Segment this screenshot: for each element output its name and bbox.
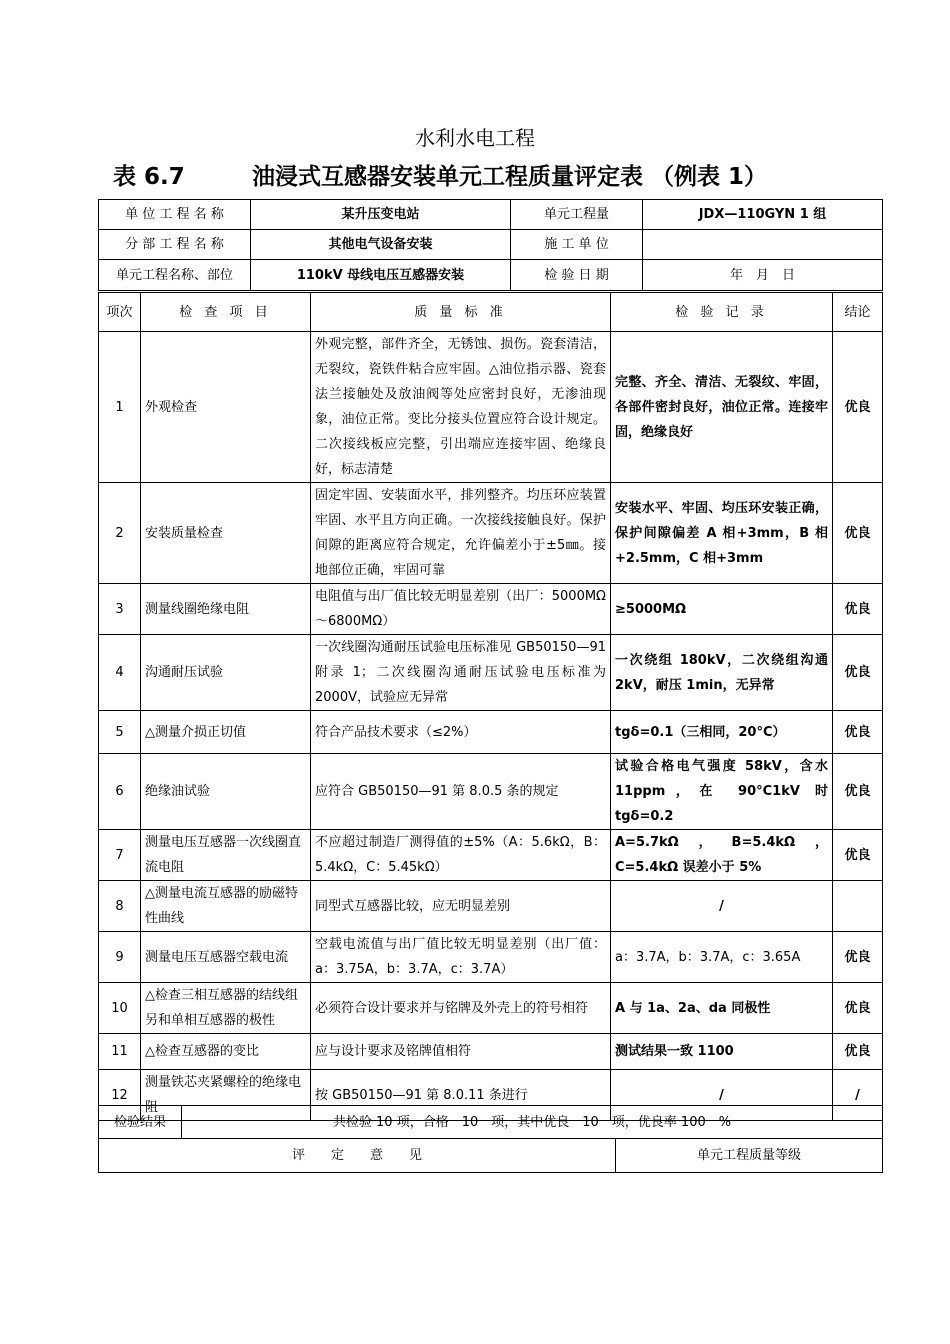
division-name-value: 其他电气设备安装 — [251, 230, 511, 260]
unit-project-name-value: 某升压变电站 — [251, 200, 511, 230]
row-item: 安装质量检查 — [141, 483, 311, 584]
row-item: △检查三相互感器的结线组另和单相互感器的极性 — [141, 983, 311, 1034]
col-item-header: 检 查 项 目 — [141, 293, 311, 332]
row-no: 3 — [99, 584, 141, 635]
table-number: 表 6.7 — [113, 164, 185, 190]
row-item: 测量电压互感器空载电流 — [141, 932, 311, 983]
construction-unit-label: 施 工 单 位 — [511, 230, 643, 260]
row-no: 9 — [99, 932, 141, 983]
row-conclusion: 优良 — [833, 754, 883, 830]
row-conclusion: 优良 — [833, 1034, 883, 1070]
result-text: 共检验 10 项，合格 10 项，其中优良 10 项，优良率 100 % — [182, 1106, 883, 1139]
unit-name-label: 单元工程名称、部位 — [99, 260, 251, 291]
row-item: 沟通耐压试验 — [141, 635, 311, 711]
row-standard: 必须符合设计要求并与铭牌及外壳上的符号相符 — [311, 983, 611, 1034]
row-no: 7 — [99, 830, 141, 881]
table-row — [99, 332, 883, 483]
table-row — [99, 983, 883, 1034]
result-table — [98, 1105, 883, 1173]
row-standard: 空载电流值与出厂值比较无明显差别（出厂值：a：3.75A，b：3.7A，c：3.7A） — [311, 932, 611, 983]
row-record: a：3.7A，b：3.7A，c：3.65A — [611, 932, 833, 983]
row-conclusion: 优良 — [833, 932, 883, 983]
row-item: 绝缘油试验 — [141, 754, 311, 830]
row-conclusion: 优良 — [833, 635, 883, 711]
unit-quantity-value: JDX—110GYN 1 组 — [643, 200, 883, 230]
table-row — [99, 881, 883, 932]
row-record: 一次绕组 180kV，二次绕组沟通 2kV，耐压 1min，无异常 — [611, 635, 833, 711]
row-no: 12 — [99, 1070, 141, 1121]
col-no-header: 项次 — [99, 293, 141, 332]
row-standard: 符合产品技术要求（≤2%） — [311, 711, 611, 754]
row-record: A=5.7kΩ，B=5.4kΩ，C=5.4kΩ 误差小于 5% — [611, 830, 833, 881]
row-no: 11 — [99, 1034, 141, 1070]
row-standard: 不应超过制造厂测得值的±5%（A：5.6kΩ，B：5.4kΩ，C：5.45kΩ） — [311, 830, 611, 881]
row-item: 测量线圈绝缘电阻 — [141, 584, 311, 635]
row-item: △检查互感器的变比 — [141, 1034, 311, 1070]
row-standard: 应符合 GB50150—91 第 8.0.5 条的规定 — [311, 754, 611, 830]
row-standard: 应与设计要求及铭牌值相符 — [311, 1034, 611, 1070]
row-record: 测试结果一致 1100 — [611, 1034, 833, 1070]
table-row — [99, 754, 883, 830]
row-standard: 外观完整，部件齐全，无锈蚀、损伤。瓷套清洁，无裂纹，瓷铁件粘合应牢固。△油位指示器、瓷套法兰接触处及放油阀等处应密封良好，无渗油现象，油位正常。变比分接头位置应符合设计规定。二次接线板应完整，引出端应连接牢固、绝缘良好，标志清楚 — [311, 332, 611, 483]
row-conclusion: 优良 — [833, 711, 883, 754]
row-record: A 与 1a、2a、da 同极性 — [611, 983, 833, 1034]
table-row — [99, 483, 883, 584]
row-conclusion: 优良 — [833, 332, 883, 483]
col-standard-header: 质 量 标 准 — [311, 293, 611, 332]
row-conclusion: 优良 — [833, 983, 883, 1034]
info-table — [98, 199, 883, 291]
row-standard: 一次线圈沟通耐压试验电压标准见 GB50150—91 附录 1；二次线圈沟通耐压试验电压标准为2000V，试验应无异常 — [311, 635, 611, 711]
table-row — [99, 635, 883, 711]
row-conclusion: 优良 — [833, 830, 883, 881]
row-no: 6 — [99, 754, 141, 830]
unit-quantity-label: 单元工程量 — [511, 200, 643, 230]
row-conclusion: / — [833, 1070, 883, 1121]
row-standard: 按 GB50150—91 第 8.0.11 条进行 — [311, 1070, 611, 1121]
row-item: △测量电流互感器的励磁特性曲线 — [141, 881, 311, 932]
row-record: tgδ=0.1（三相同，20°C） — [611, 711, 833, 754]
row-conclusion — [833, 881, 883, 932]
row-item: △测量介损正切值 — [141, 711, 311, 754]
row-standard: 固定牢固、安装面水平，排列整齐。均压环应装置牢固、水平且方向正确。一次接线接触良好。保护间隙的距离应符合规定，允许偏差小于±5㎜。接地部位正确，牢固可靠 — [311, 483, 611, 584]
row-item: 测量铁芯夹紧螺栓的绝缘电阻 — [141, 1070, 311, 1121]
row-standard: 同型式互感器比较，应无明显差别 — [311, 881, 611, 932]
table-row — [99, 1034, 883, 1070]
row-record: 试验合格电气强度 58kV，含水 11ppm，在 90°C1kV 时 tgδ=0.2 — [611, 754, 833, 830]
row-record: / — [611, 881, 833, 932]
table-row — [99, 932, 883, 983]
row-record: 完整、齐全、清洁、无裂纹、牢固，各部件密封良好，油位正常。连接牢固，绝缘良好 — [611, 332, 833, 483]
inspection-table — [98, 292, 883, 1121]
inspection-date-value: 年 月 日 — [643, 260, 883, 291]
unit-name-value: 110kV 母线电压互感器安装 — [251, 260, 511, 291]
row-no: 2 — [99, 483, 141, 584]
row-item: 测量电压互感器一次线圈直流电阻 — [141, 830, 311, 881]
document-subtitle: 水利水电工程 — [415, 126, 535, 150]
col-conclusion-header: 结论 — [833, 293, 883, 332]
row-standard: 电阻值与出厂值比较无明显差别（出厂：5000MΩ～6800MΩ） — [311, 584, 611, 635]
row-no: 10 — [99, 983, 141, 1034]
row-record: / — [611, 1070, 833, 1121]
table-row — [99, 584, 883, 635]
col-record-header: 检 验 记 录 — [611, 293, 833, 332]
table-row — [99, 830, 883, 881]
table-row — [99, 711, 883, 754]
row-no: 5 — [99, 711, 141, 754]
row-no: 1 — [99, 332, 141, 483]
unit-project-name-label: 单 位 工 程 名 称 — [99, 200, 251, 230]
row-record: 安装水平、牢固、均压环安装正确，保护间隙偏差 A 相+3mm，B 相+2.5mm，C 相+3mm — [611, 483, 833, 584]
inspection-date-label: 检 验 日 期 — [511, 260, 643, 291]
row-conclusion: 优良 — [833, 483, 883, 584]
document-title: 油浸式互感器安装单元工程质量评定表 （例表 1） — [252, 164, 768, 190]
result-label: 检验结果 — [99, 1106, 182, 1139]
header-row — [99, 293, 883, 332]
evaluation-opinion-label: 评 定 意 见 — [99, 1139, 616, 1173]
quality-grade-label: 单元工程质量等级 — [616, 1139, 883, 1173]
row-item: 外观检查 — [141, 332, 311, 483]
row-record: ≥5000MΩ — [611, 584, 833, 635]
construction-unit-value — [643, 230, 883, 260]
row-no: 8 — [99, 881, 141, 932]
row-conclusion: 优良 — [833, 584, 883, 635]
division-name-label: 分 部 工 程 名 称 — [99, 230, 251, 260]
row-no: 4 — [99, 635, 141, 711]
